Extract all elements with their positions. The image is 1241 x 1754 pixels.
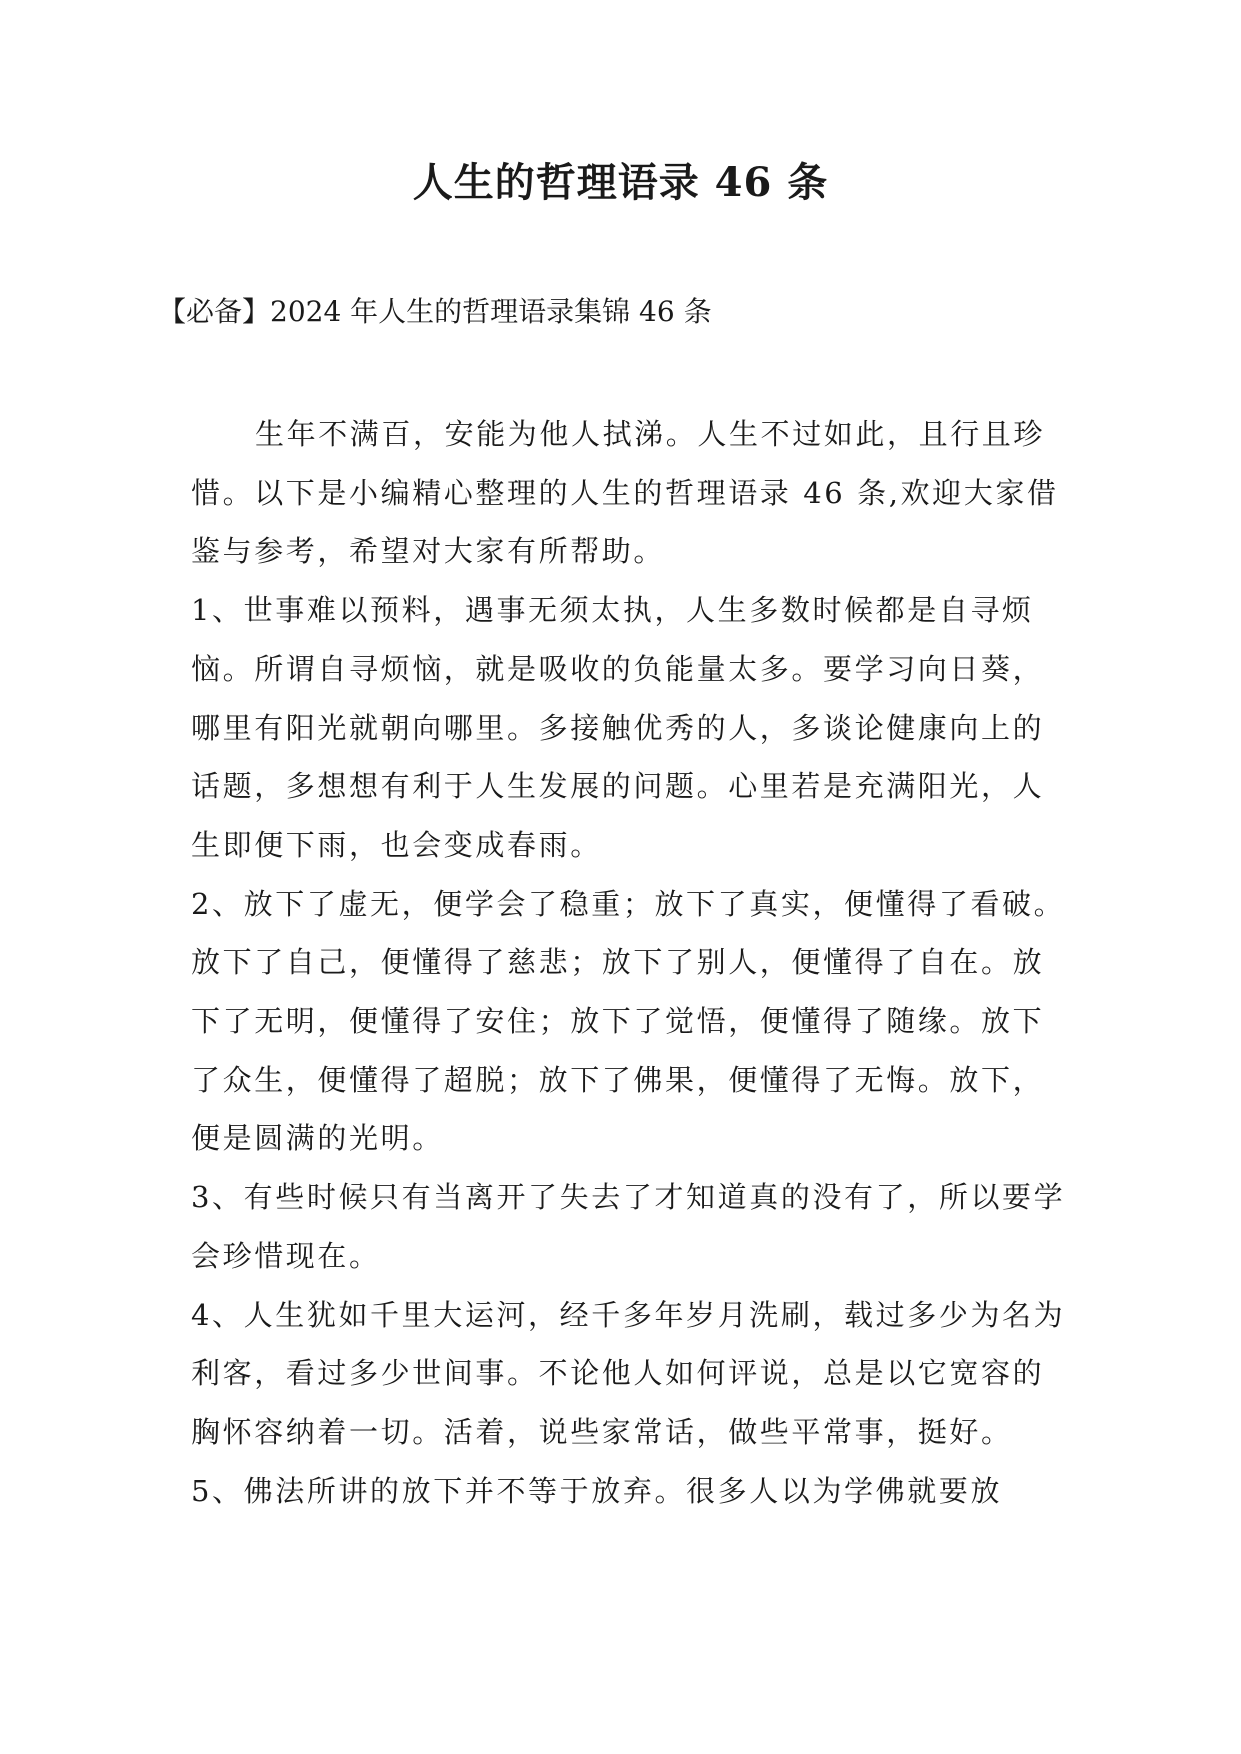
quote-item-1: 1、世事难以预料，遇事无须太执，人生多数时候都是自寻烦恼。所谓自寻烦恼，就是吸收的负能量太多。要学习向日葵，哪里有阳光就朝向哪里。多接触优秀的人，多谈论健康向上的话题，多想想有利于人生发展的问题。心里若是充满阳光，人生即便下雨，也会变成春雨。 [191,593,1045,862]
document-subtitle: 【必备】2024 年人生的哲理语录集锦 46 条 [158,295,712,328]
quote-item-4: 4、人生犹如千里大运河，经千多年岁月洗刷，载过多少为名为利客，看过多少世间事。不论他人如何评说，总是以它宽容的胸怀容纳着一切。活着，说些家常话，做些平常事，挺好。 [191,1297,1066,1449]
document-title: 人生的哲理语录 46 条 [412,159,829,206]
document-body [191,405,1071,1520]
quote-item-5: 5、佛法所讲的放下并不等于放弃。很多人以为学佛就要放 [191,1473,1003,1508]
intro-paragraph: 生年不满百，安能为他人拭涕。人生不过如此，且行且珍惜。以下是小编精心整理的人生的哲理语录 46 条,欢迎大家借鉴与参考，希望对大家有所帮助。 [191,417,1059,569]
quote-item-3: 3、有些时候只有当离开了失去了才知道真的没有了，所以要学会珍惜现在。 [191,1180,1066,1273]
quote-item-2: 2、放下了虚无，便学会了稳重；放下了真实，便懂得了看破。放下了自己，便懂得了慈悲；放下了别人，便懂得了自在。放下了无明，便懂得了安住；放下了觉悟，便懂得了随缘。放下了众生，便懂得了超脱；放下了佛果，便懂得了无悔。放下，便是圆满的光明。 [191,886,1066,1156]
